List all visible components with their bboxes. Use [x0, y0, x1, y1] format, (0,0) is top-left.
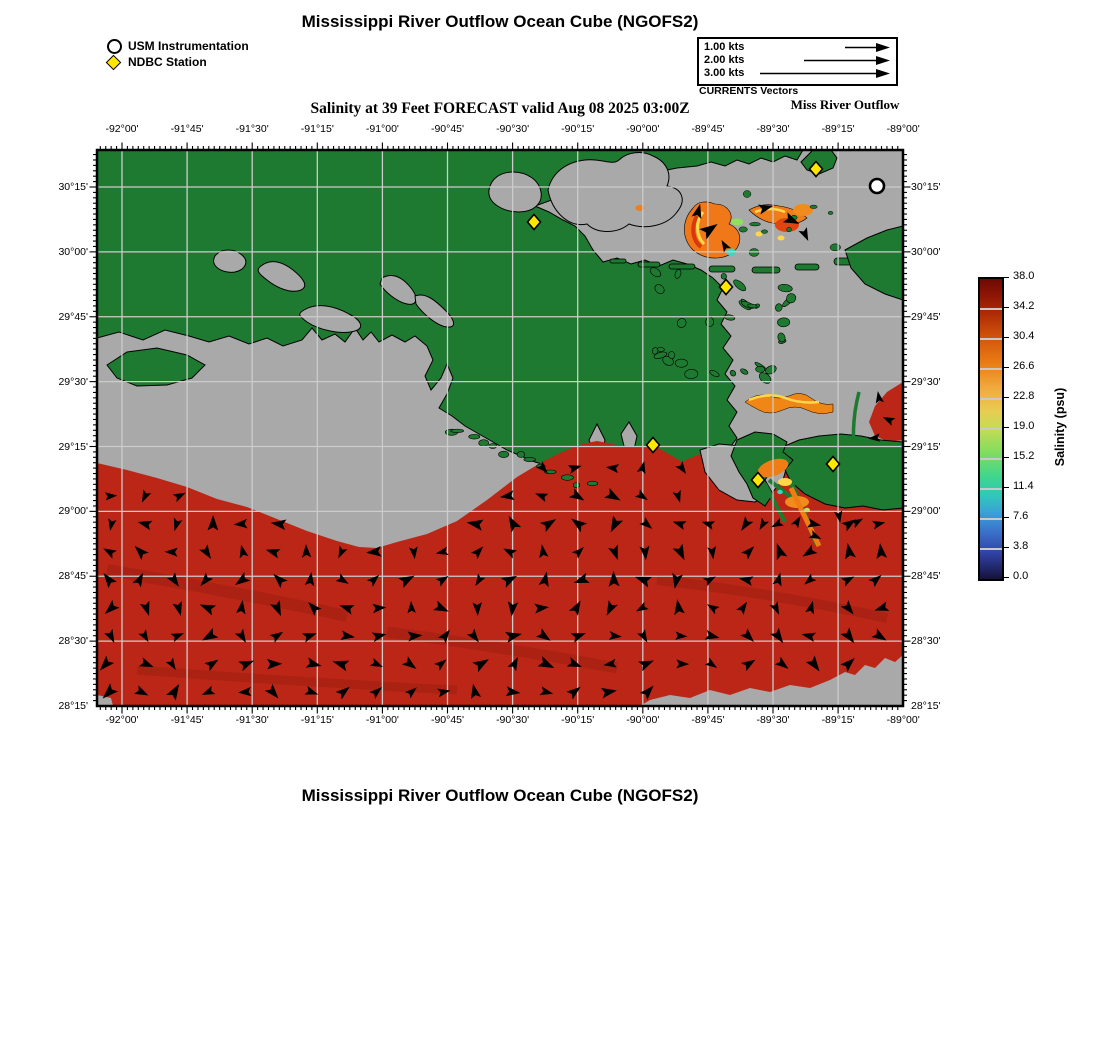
currents-entry-1: 1.00 kts: [704, 41, 745, 53]
usm-legend-label: USM Instrumentation: [128, 39, 249, 53]
x-tick-label: -91°30': [235, 714, 269, 726]
colorbar-cross-line: [980, 458, 1002, 460]
colorbar-tick-label: 38.0: [1013, 270, 1035, 282]
x-tick-label: -90°00': [626, 123, 660, 135]
x-tick-label: -91°30': [235, 123, 269, 135]
x-tick-label: -90°00': [626, 714, 660, 726]
usm-station-marker: [870, 179, 884, 193]
map-layers: [96, 150, 903, 706]
currents-legend-box: [697, 37, 898, 86]
x-tick-label: -89°00': [886, 123, 920, 135]
y-tick-label: 30°00': [58, 245, 88, 258]
x-tick-label: -91°15': [300, 714, 334, 726]
x-tick-label: -90°15': [561, 714, 595, 726]
colorbar-tick-label: 7.6: [1013, 510, 1029, 522]
x-tick-label: -90°15': [561, 123, 595, 135]
y-tick-label: 28°45': [911, 570, 941, 583]
ndbc-diamond-icon: [106, 55, 122, 71]
x-tick-label: -89°15': [821, 123, 855, 135]
colorbar-tick-mark: [1002, 397, 1009, 398]
x-tick-label: -90°30': [496, 714, 530, 726]
colorbar-tick-mark: [1002, 337, 1009, 338]
colorbar-tick-label: 0.0: [1013, 570, 1029, 582]
x-tick-label: -89°30': [756, 123, 790, 135]
currents-entry-2: 2.00 kts: [704, 54, 745, 66]
colorbar-tick-mark: [1002, 367, 1009, 368]
colorbar-tick-mark: [1002, 427, 1009, 428]
x-tick-label: -92°00': [105, 714, 139, 726]
footer-title: Mississippi River Outflow Ocean Cube (NGOFS2): [301, 786, 699, 805]
y-tick-label: 29°45': [58, 310, 88, 323]
colorbar-tick-label: 3.8: [1013, 540, 1029, 552]
map-subtitle: Salinity at 39 Feet FORECAST valid Aug 08 2025 03:00Z: [310, 100, 690, 117]
y-tick-label: 28°30': [58, 635, 88, 648]
x-tick-label: -90°45': [430, 123, 465, 135]
y-tick-label: 28°45': [58, 570, 88, 583]
y-tick-label: 29°45': [911, 310, 941, 323]
colorbar-cross-line: [980, 308, 1002, 310]
ndbc-legend-label: NDBC Station: [128, 55, 207, 69]
map-canvas: [80, 133, 926, 723]
y-tick-label: 29°00': [911, 505, 941, 518]
colorbar-tick-mark: [1002, 277, 1009, 278]
currents-scale-arrows: [699, 39, 896, 84]
x-tick-label: -89°00': [886, 714, 920, 726]
colorbar-tick-label: 30.4: [1013, 330, 1035, 342]
y-tick-label: 29°15': [911, 440, 941, 453]
y-tick-label: 28°30': [911, 635, 941, 648]
x-tick-label: -91°45': [170, 714, 204, 726]
colorbar-tick-label: 26.6: [1013, 360, 1035, 372]
x-tick-label: -91°45': [170, 123, 204, 135]
x-tick-label: -89°45': [691, 123, 725, 135]
colorbar-cross-line: [980, 488, 1002, 490]
colorbar-tick-label: 15.2: [1013, 450, 1035, 462]
colorbar-tick-mark: [1002, 547, 1009, 548]
colorbar-cross-line: [980, 428, 1002, 430]
x-tick-label: -90°45': [430, 714, 465, 726]
x-tick-label: -91°00': [365, 123, 399, 135]
colorbar-tick-mark: [1002, 457, 1009, 458]
y-tick-label: 30°00': [911, 245, 941, 258]
y-tick-label: 29°00': [58, 505, 88, 518]
x-tick-label: -90°30': [496, 123, 530, 135]
colorbar-tick-label: 19.0: [1013, 420, 1035, 432]
x-tick-label: -91°15': [300, 123, 334, 135]
colorbar-tick-label: 34.2: [1013, 300, 1035, 312]
x-tick-label: -92°00': [105, 123, 139, 135]
colorbar-label: Salinity (psu): [1053, 387, 1067, 467]
y-tick-label: 30°15': [58, 181, 88, 193]
colorbar-cross-line: [980, 368, 1002, 370]
colorbar-tick-label: 11.4: [1013, 480, 1034, 492]
x-tick-label: -89°30': [756, 714, 790, 726]
page-title: Mississippi River Outflow Ocean Cube (NGOFS2): [301, 12, 699, 31]
y-tick-label: 29°30': [911, 375, 941, 388]
colorbar-tick-mark: [1002, 517, 1009, 518]
y-tick-label: 28°15': [58, 700, 88, 712]
y-tick-label: 29°15': [58, 440, 88, 453]
colorbar: [978, 277, 1004, 581]
region-label: Miss River Outflow: [790, 97, 900, 112]
colorbar-tick-label: 22.8: [1013, 390, 1035, 402]
currents-legend-caption: CURRENTS Vectors: [699, 85, 799, 97]
x-tick-label: -91°00': [365, 714, 399, 726]
colorbar-cross-line: [980, 548, 1002, 550]
colorbar-cross-line: [980, 398, 1002, 400]
x-tick-label: -89°15': [821, 714, 855, 726]
colorbar-cross-line: [980, 338, 1002, 340]
y-tick-label: 28°15': [911, 700, 941, 712]
currents-entry-3: 3.00 kts: [704, 67, 745, 79]
colorbar-tick-mark: [1002, 307, 1009, 308]
y-tick-label: 29°30': [58, 375, 88, 388]
usm-circle-icon: [107, 39, 122, 54]
colorbar-tick-mark: [1002, 577, 1009, 578]
x-tick-label: -89°45': [691, 714, 725, 726]
y-tick-label: 30°15': [911, 181, 941, 193]
colorbar-tick-mark: [1002, 487, 1009, 488]
colorbar-cross-line: [980, 518, 1002, 520]
